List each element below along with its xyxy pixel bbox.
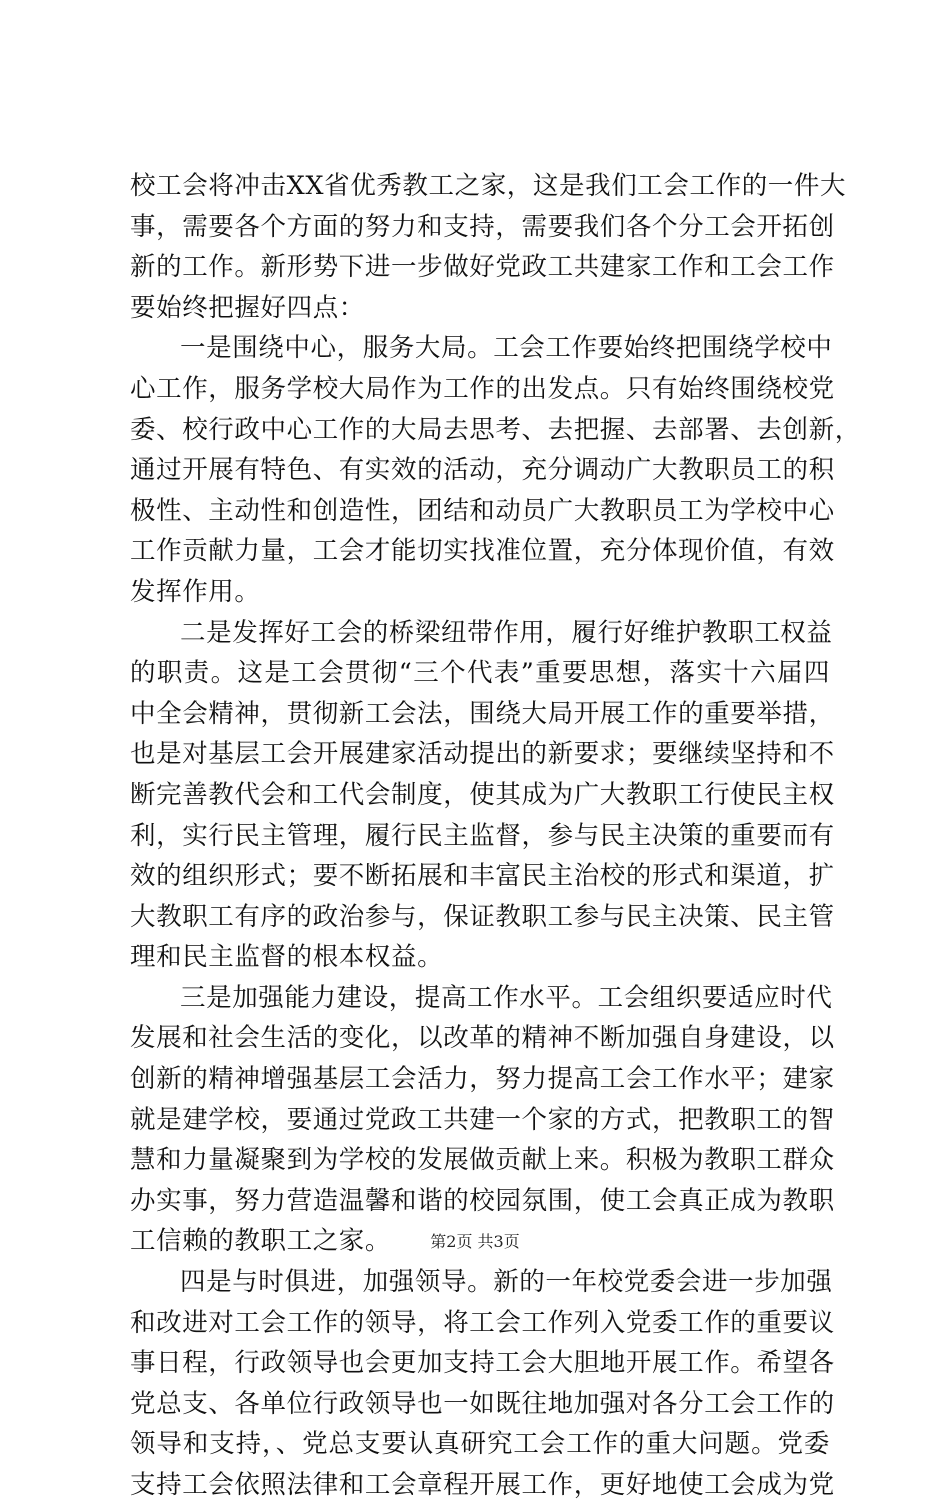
paragraph-first-line: 一是围绕中心，服务大局。工会工作要始终把围绕学校中 — [180, 333, 833, 364]
text-line: 和改进对工会工作的领导，将工会工作列入党委工作的重要议 — [130, 1307, 835, 1338]
text-line: 利，实行民主管理，履行民主监督，参与民主决策的重要而有 — [130, 820, 835, 851]
text-line: 委、校行政中心工作的大局去思考、去把握、去部署、去创新， — [130, 414, 861, 445]
body-text — [130, 166, 861, 1506]
text-line: 的职责。这是工会贯彻“三个代表”重要思想，落实十六届四 — [130, 658, 830, 689]
paragraph-first-line: 二是发挥好工会的桥梁纽带作用，履行好维护教职工权益 — [180, 617, 833, 648]
text-line: 就是建学校，要通过党政工共建一个家的方式，把教职工的智 — [130, 1104, 835, 1135]
paragraph-first-line: 四是与时俱进，加强领导。新的一年校党委会进一步加强 — [180, 1267, 833, 1298]
text-line: 大教职工有序的政治参与，保证教职工参与民主决策、民主管 — [130, 901, 835, 932]
text-line: 中全会精神，贯彻新工会法，围绕大局开展工作的重要举措， — [130, 698, 835, 729]
text-line: 极性、主动性和创造性，团结和动员广大教职员工为学校中心 — [130, 495, 835, 526]
text-line: 要始终把握好四点： — [130, 292, 365, 323]
text-line: 也是对基层工会开展建家活动提出的新要求；要继续坚持和不 — [130, 739, 835, 770]
text-line: 工作贡献力量，工会才能切实找准位置，充分体现价值，有效 — [130, 536, 835, 567]
page-number-footer: 第2页 共3页 — [430, 1232, 520, 1251]
text-line: 办实事，努力营造温馨和谐的校园氛围，使工会真正成为教职 — [130, 1185, 835, 1216]
text-line: 通过开展有特色、有实效的活动，充分调动广大教职员工的积 — [130, 455, 835, 486]
text-line: 事日程，行政领导也会更加支持工会大胆地开展工作。希望各 — [130, 1348, 835, 1379]
text-line: 事，需要各个方面的努力和支持，需要我们各个分工会开拓创 — [130, 211, 835, 242]
paragraph-first-line: 三是加强能力建设，提高工作水平。工会组织要适应时代 — [180, 982, 833, 1013]
text-line: 领导和支持，、党总支要认真研究工会工作的重大问题。党委 — [130, 1429, 830, 1460]
text-line: 心工作，服务学校大局作为工作的出发点。只有始终围绕校党 — [130, 373, 835, 404]
text-line: 新的工作。新形势下进一步做好党政工共建家工作和工会工作 — [130, 252, 835, 283]
text-line: 校工会将冲击XX省优秀教工之家，这是我们工会工作的一件大 — [130, 171, 847, 201]
text-line: 发展和社会生活的变化，以改革的精神不断加强自身建设，以 — [130, 1023, 835, 1054]
text-line: 效的组织形式；要不断拓展和丰富民主治校的形式和渠道，扩 — [130, 861, 835, 892]
text-line: 发挥作用。 — [130, 576, 261, 607]
text-line: 创新的精神增强基层工会活力，努力提高工会工作水平；建家 — [130, 1064, 835, 1095]
text-line: 断完善教代会和工代会制度，使其成为广大教职工行使民主权 — [130, 779, 835, 810]
text-line: 理和民主监督的根本权益。 — [130, 942, 444, 973]
text-line: 支持工会依照法律和工会章程开展工作，更好地使工会成为党 — [130, 1470, 835, 1500]
text-line: 慧和力量凝聚到为学校的发展做贡献上来。积极为教职工群众 — [130, 1145, 835, 1176]
text-line: 工信赖的教职工之家。 — [130, 1226, 392, 1257]
text-line: 党总支、各单位行政领导也一如既往地加强对各分工会工作的 — [130, 1388, 835, 1419]
